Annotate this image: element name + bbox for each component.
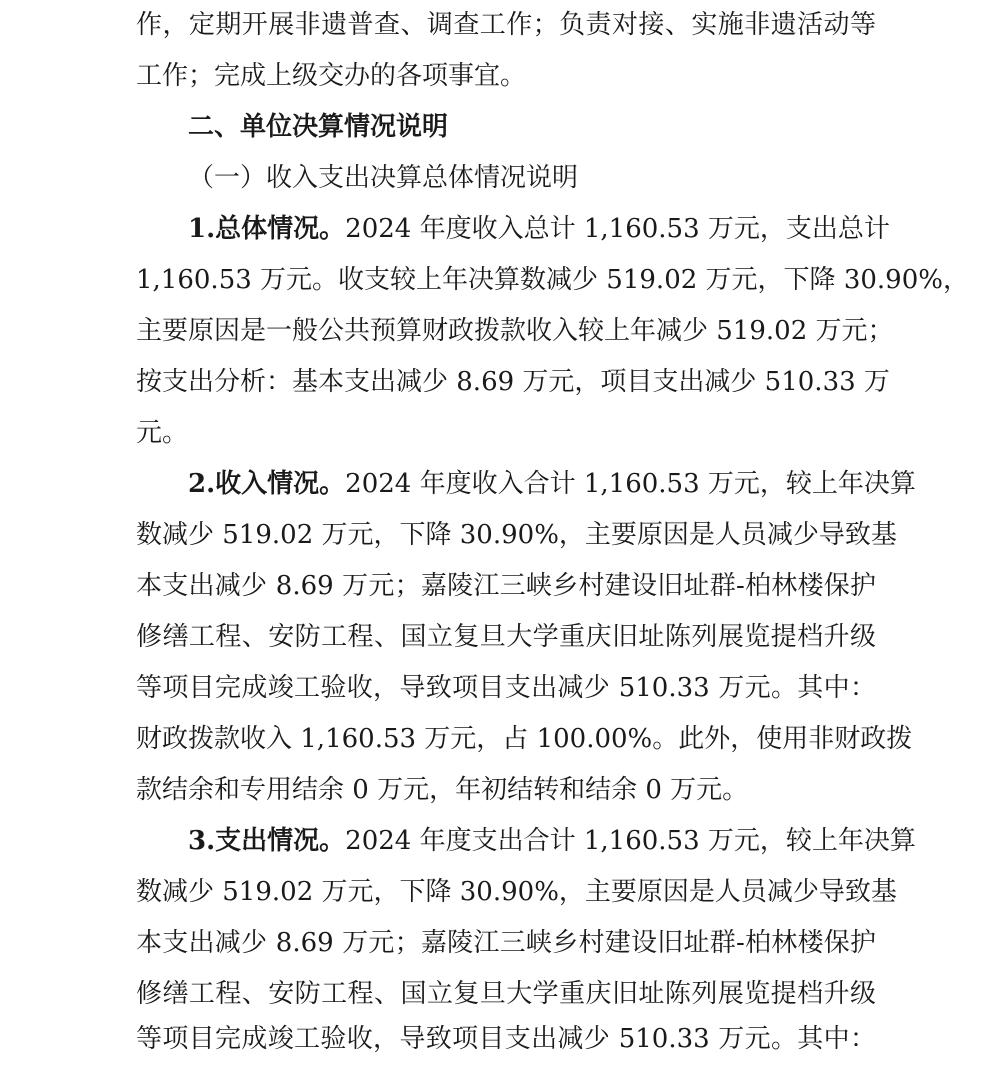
expense-line-1	[188, 816, 916, 867]
overall-line-4: 按支出分析：基本支出减少 8.69 万元，项目支出减少 510.33 万	[136, 367, 890, 397]
expense-line-4: 修缮工程、安防工程、国立复旦大学重庆旧址陈列展览提档升级	[136, 979, 876, 1009]
income-line-1	[188, 459, 916, 510]
expense-line-2: 数减少 519.02 万元，下降 30.90%，主要原因是人员减少导致基	[136, 877, 897, 907]
overall-line-5: 元。	[136, 418, 189, 448]
income-line-2: 数减少 519.02 万元，下降 30.90%，主要原因是人员减少导致基	[136, 520, 897, 550]
income-line-7: 款结余和专用结余 0 万元，年初结转和结余 0 万元。	[136, 775, 749, 805]
income-line-4: 修缮工程、安防工程、国立复旦大学重庆旧址陈列展览提档升级	[136, 622, 876, 652]
overall-line-2: 1,160.53 万元。收支较上年决算数减少 519.02 万元，下降 30.90%，	[136, 265, 969, 295]
intro-line-2: 工作；完成上级交办的各项事宜。	[136, 61, 527, 91]
section-heading: 二、单位决算情况说明	[188, 112, 449, 142]
overall-lead: 1.总体情况。	[188, 214, 346, 244]
expense-line-5: 等项目完成竣工验收，导致项目支出减少 510.33 万元。其中：	[136, 1024, 876, 1054]
overall-line-1-text: 2024 年度收入总计 1,160.53 万元，支出总计	[345, 214, 890, 244]
intro-line-1: 作，定期开展非遗普查、调查工作；负责对接、实施非遗活动等	[136, 10, 876, 40]
income-line-6: 财政拨款收入 1,160.53 万元，占 100.00%。此外，使用非财政拨	[136, 724, 913, 754]
expense-line-1-text: 2024 年度支出合计 1,160.53 万元，较上年决算	[345, 826, 916, 856]
income-line-3: 本支出减少 8.69 万元；嘉陵江三峡乡村建设旧址群-柏林楼保护	[136, 571, 876, 601]
income-line-1-text: 2024 年度收入合计 1,160.53 万元，较上年决算	[345, 469, 916, 499]
income-line-5: 等项目完成竣工验收，导致项目支出减少 510.33 万元。其中：	[136, 673, 876, 703]
overall-line-1	[188, 204, 890, 255]
subsection-heading: （一）收入支出决算总体情况说明	[188, 163, 579, 193]
overall-line-3: 主要原因是一般公共预算财政拨款收入较上年减少 519.02 万元；	[136, 316, 894, 346]
expense-line-3: 本支出减少 8.69 万元；嘉陵江三峡乡村建设旧址群-柏林楼保护	[136, 928, 876, 958]
expense-lead: 3.支出情况。	[188, 826, 346, 856]
income-lead: 2.收入情况。	[188, 469, 346, 499]
